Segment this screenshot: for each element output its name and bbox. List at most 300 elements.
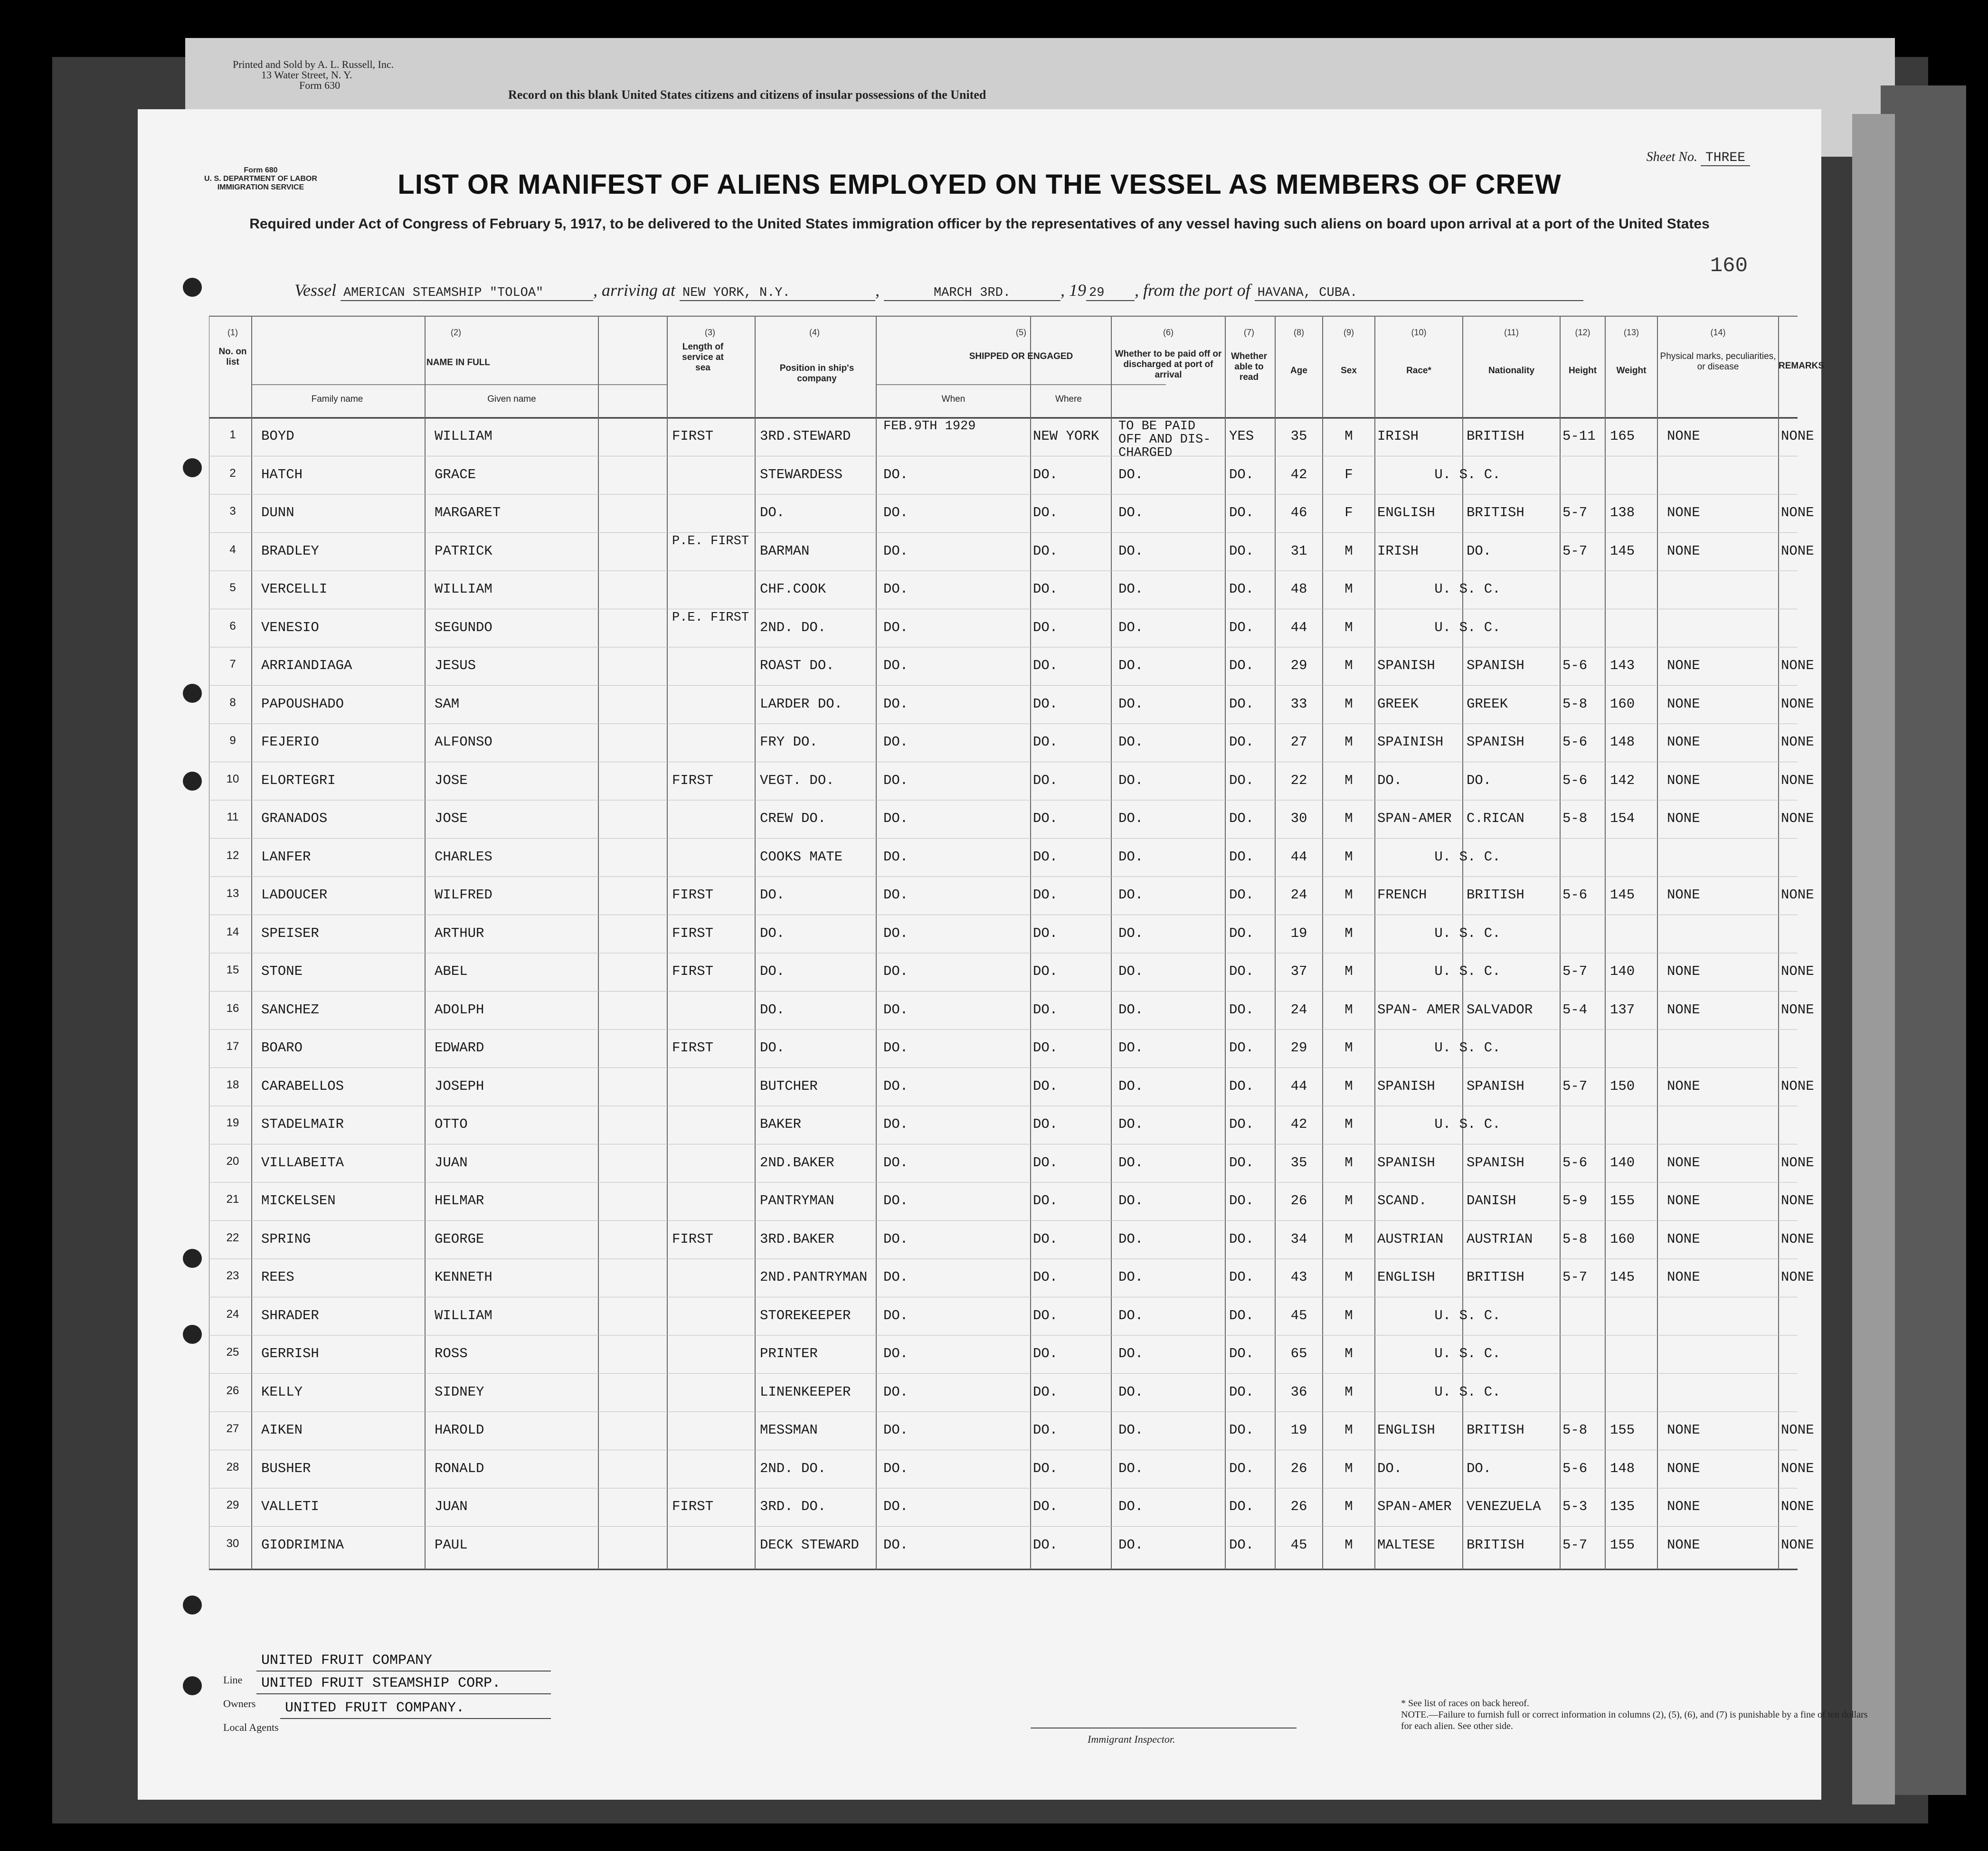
cell-read: DO. <box>1229 505 1254 520</box>
cell-paid: DO. <box>1118 1001 1144 1018</box>
cell-paid: DO. <box>1118 963 1144 979</box>
cell-nationality: DO. <box>1467 1460 1492 1476</box>
cell-where: DO. <box>1033 1384 1058 1400</box>
cell-weight: 155 <box>1610 1422 1635 1438</box>
cell-given: KENNETH <box>435 1269 492 1285</box>
cell-race: SPANISH <box>1377 1154 1435 1171</box>
cell-marks: NONE <box>1667 543 1700 559</box>
cell-nationality: DO. <box>1467 543 1492 559</box>
cell-no: 11 <box>227 811 239 823</box>
cell-family: FEJERIO <box>261 734 319 750</box>
cell-paid: DO. <box>1118 543 1144 559</box>
cell-position: DO. <box>760 925 785 941</box>
header-age: Age <box>1290 366 1307 376</box>
cell-weight: 145 <box>1610 1269 1635 1285</box>
cell-no: 5 <box>229 581 236 594</box>
cell-when: FEB.9TH 1929 <box>883 419 976 434</box>
cell-where: DO. <box>1033 925 1058 941</box>
column-number: (8) <box>1294 328 1304 337</box>
cell-height: 5-6 <box>1562 734 1588 750</box>
cell-when: DO. <box>883 1384 909 1400</box>
cell-position: 2ND.BAKER <box>760 1154 834 1171</box>
cell-age: 22 <box>1290 772 1307 788</box>
cell-family: GIODRIMINA <box>261 1537 344 1553</box>
cell-sex: M <box>1344 1001 1353 1018</box>
cell-marks: NONE <box>1667 734 1700 750</box>
cell-service: FIRST <box>672 1040 714 1056</box>
header-length-of-service: Length of service at sea <box>682 342 724 373</box>
header-family-name: Family name <box>311 394 363 404</box>
cell-race: IRISH <box>1377 543 1419 559</box>
cell-family: PAPOUSHADO <box>261 696 344 712</box>
cell-when: DO. <box>883 543 909 559</box>
cell-no: 14 <box>226 925 239 938</box>
cell-read: DO. <box>1229 1307 1254 1323</box>
vessel-name: AMERICAN STEAMSHIP "TOLOA" <box>341 286 593 301</box>
cell-marks: NONE <box>1667 1537 1700 1553</box>
cell-given: SAM <box>435 696 460 712</box>
cell-given: SEGUNDO <box>435 619 492 635</box>
cell-read: DO. <box>1229 772 1254 788</box>
cell-remarks: NONE <box>1781 1269 1814 1285</box>
cell-position: COOKS MATE <box>760 849 843 865</box>
cell-nationality: U. S. C. <box>1434 963 1501 979</box>
cell-read: DO. <box>1229 734 1254 750</box>
cell-read: DO. <box>1229 1001 1254 1018</box>
cell-nationality: U. S. C. <box>1434 1116 1501 1132</box>
inspector-label: Immigrant Inspector. <box>1088 1733 1175 1745</box>
cell-paid: DO. <box>1118 925 1144 941</box>
cell-given: HELMAR <box>435 1193 484 1209</box>
cell-where: DO. <box>1033 1078 1058 1094</box>
cell-family: SPEISER <box>261 925 319 941</box>
cell-given: ROSS <box>435 1346 468 1361</box>
cell-marks: NONE <box>1667 1460 1700 1476</box>
footer-notes <box>1401 1698 1876 1732</box>
cell-given: JOSE <box>435 772 468 788</box>
cell-family: KELLY <box>261 1384 303 1400</box>
cell-height: 5-7 <box>1562 1269 1588 1285</box>
cell-age: 35 <box>1290 428 1307 444</box>
cell-height: 5-7 <box>1562 543 1588 559</box>
cell-race: SPAN- AMER <box>1377 1001 1460 1018</box>
cell-position: CHF.COOK <box>760 581 826 597</box>
cell-service: FIRST <box>672 772 714 788</box>
cell-remarks: NONE <box>1781 658 1814 673</box>
cell-read: DO. <box>1229 658 1254 673</box>
cell-nationality: U. S. C. <box>1434 1307 1501 1323</box>
cell-age: 34 <box>1290 1231 1307 1247</box>
line-value: UNITED FRUIT COMPANY <box>261 1653 433 1669</box>
cell-family: SANCHEZ <box>261 1001 319 1018</box>
cell-sex: M <box>1344 887 1353 903</box>
cell-where: DO. <box>1033 619 1058 635</box>
cell-nationality: GREEK <box>1467 696 1508 712</box>
cell-sex: M <box>1344 1040 1353 1056</box>
crew-table <box>209 316 1825 1641</box>
cell-where: NEW YORK <box>1033 428 1099 444</box>
cell-when: DO. <box>883 1231 909 1247</box>
cell-when: DO. <box>883 619 909 635</box>
cell-sex: M <box>1344 1460 1353 1476</box>
binder-hole <box>183 1676 202 1695</box>
cell-sex: M <box>1344 1231 1353 1247</box>
cell-no: 2 <box>229 466 236 480</box>
cell-family: VENESIO <box>261 619 319 635</box>
cell-nationality: U. S. C. <box>1434 1346 1501 1361</box>
column-number: (2) <box>451 328 461 337</box>
cell-when: DO. <box>883 1307 909 1323</box>
cell-paid: DO. <box>1118 1040 1144 1056</box>
cell-read: DO. <box>1229 1422 1254 1438</box>
cell-read: DO. <box>1229 1537 1254 1553</box>
cell-given: ADOLPH <box>435 1001 484 1018</box>
cell-sex: M <box>1344 619 1353 635</box>
cell-marks: NONE <box>1667 696 1700 712</box>
cell-given: JUAN <box>435 1154 468 1171</box>
cell-race: AUSTRIAN <box>1377 1231 1444 1247</box>
cell-race: DO. <box>1377 1460 1402 1476</box>
column-number: (6) <box>1163 328 1174 337</box>
cell-no: 18 <box>226 1078 239 1091</box>
cell-when: DO. <box>883 734 909 750</box>
cell-paid: DO. <box>1118 1537 1144 1553</box>
cell-race: GREEK <box>1377 696 1419 712</box>
cell-when: DO. <box>883 505 909 520</box>
cell-position: DO. <box>760 1040 785 1056</box>
cell-no: 29 <box>226 1499 239 1511</box>
cell-marks: NONE <box>1667 1231 1700 1247</box>
cell-marks: NONE <box>1667 963 1700 979</box>
cell-nationality: BRITISH <box>1467 887 1524 903</box>
cell-given: HAROLD <box>435 1422 484 1438</box>
cell-given: ABEL <box>435 963 468 979</box>
cell-paid: DO. <box>1118 1154 1144 1171</box>
binder-hole <box>183 772 202 791</box>
cell-given: EDWARD <box>435 1040 484 1056</box>
cell-nationality: BRITISH <box>1467 1422 1524 1438</box>
column-number: (9) <box>1344 328 1354 337</box>
cell-weight: 150 <box>1610 1078 1635 1094</box>
cell-race: SCAND. <box>1377 1193 1427 1209</box>
cell-height: 5-7 <box>1562 963 1588 979</box>
cell-paid: DO. <box>1118 1269 1144 1285</box>
cell-age: 46 <box>1290 505 1307 520</box>
cell-read: DO. <box>1229 1116 1254 1132</box>
cell-height: 5-6 <box>1562 1460 1588 1476</box>
cell-sex: M <box>1344 1269 1353 1285</box>
cell-sex: M <box>1344 734 1353 750</box>
cell-when: DO. <box>883 1346 909 1361</box>
printer-address: 13 Water Street, N. Y. <box>261 69 352 81</box>
cell-when: DO. <box>883 1499 909 1514</box>
cell-read: DO. <box>1229 925 1254 941</box>
cell-where: DO. <box>1033 1499 1058 1514</box>
cell-weight: 148 <box>1610 1460 1635 1476</box>
arriving-label: , arriving at <box>593 281 675 300</box>
cell-given: WILLIAM <box>435 1307 492 1323</box>
header-sex: Sex <box>1341 366 1357 376</box>
header-height: Height <box>1568 366 1597 376</box>
owners-label: Owners <box>223 1698 256 1709</box>
cell-race: FRENCH <box>1377 887 1427 903</box>
column-number: (13) <box>1623 328 1639 337</box>
cell-when: DO. <box>883 925 909 941</box>
cell-age: 48 <box>1290 581 1307 597</box>
cell-where: DO. <box>1033 811 1058 826</box>
cell-given: CHARLES <box>435 849 492 865</box>
header-where: Where <box>1055 394 1082 404</box>
cell-where: DO. <box>1033 1346 1058 1361</box>
cell-family: STADELMAIR <box>261 1116 344 1132</box>
cell-position: DO. <box>760 505 785 520</box>
cell-weight: 154 <box>1610 811 1635 826</box>
cell-where: DO. <box>1033 1422 1058 1438</box>
cell-service: FIRST <box>672 428 714 444</box>
cell-family: ARRIANDIAGA <box>261 658 352 673</box>
cell-age: 24 <box>1290 1001 1307 1018</box>
cell-given: WILLIAM <box>435 581 492 597</box>
cell-given: GEORGE <box>435 1231 484 1247</box>
header-race: Race* <box>1406 366 1431 376</box>
cell-remarks: NONE <box>1781 696 1814 712</box>
sheet-number-label: Sheet No. <box>1646 150 1697 164</box>
cell-remarks: NONE <box>1781 772 1814 788</box>
cell-read: DO. <box>1229 1231 1254 1247</box>
cell-nationality: VENEZUELA <box>1467 1499 1541 1514</box>
service-name: IMMIGRATION SERVICE <box>217 183 304 191</box>
cell-paid: DO. <box>1118 811 1144 826</box>
page-subtitle: Required under Act of Congress of February 5, 1917, to be delivered to the United States immigration officer by the representatives of any vessel having such aliens on board upon arrival at a port of the United States <box>249 216 1710 232</box>
column-number: (12) <box>1575 328 1590 337</box>
agents-underline <box>280 1718 551 1719</box>
cell-given: JUAN <box>435 1499 468 1514</box>
cell-when: DO. <box>883 466 909 482</box>
cell-remarks: NONE <box>1781 1154 1814 1171</box>
column-number: (14) <box>1710 328 1726 337</box>
cell-when: DO. <box>883 1422 909 1438</box>
cell-sex: F <box>1344 505 1353 520</box>
cell-nationality: BRITISH <box>1467 1537 1524 1553</box>
header-given-name: Given name <box>487 394 536 404</box>
cell-family: BUSHER <box>261 1460 311 1476</box>
cell-when: DO. <box>883 811 909 826</box>
cell-no: 24 <box>226 1307 239 1321</box>
manifest-page <box>138 109 1868 1800</box>
header-able-to-read: Whether able to read <box>1231 351 1267 382</box>
cell-age: 44 <box>1290 619 1307 635</box>
cell-weight: 143 <box>1610 658 1635 673</box>
cell-where: DO. <box>1033 696 1058 712</box>
cell-position: 3RD. DO. <box>760 1499 826 1514</box>
cell-read: DO. <box>1229 1040 1254 1056</box>
cell-paid: DO. <box>1118 696 1144 712</box>
cell-read: DO. <box>1229 849 1254 865</box>
form-number: Form 680 <box>244 166 278 174</box>
cell-height: 5-3 <box>1562 1499 1588 1514</box>
cell-race: MALTESE <box>1377 1537 1435 1553</box>
cell-marks: NONE <box>1667 1422 1700 1438</box>
cell-weight: 155 <box>1610 1193 1635 1209</box>
cell-no: 21 <box>226 1193 239 1206</box>
column-number: (10) <box>1411 328 1427 337</box>
cell-family: REES <box>261 1269 294 1285</box>
cell-where: DO. <box>1033 1193 1058 1209</box>
cell-sex: M <box>1344 1078 1353 1094</box>
cell-when: DO. <box>883 1001 909 1018</box>
cell-weight: 135 <box>1610 1499 1635 1514</box>
cell-no: 4 <box>229 543 236 556</box>
previous-form-record-note: Record on this blank United States citizens and citizens of insular possessions of the United <box>508 88 986 102</box>
cell-read: DO. <box>1229 619 1254 635</box>
cell-when: DO. <box>883 658 909 673</box>
line-label: Line <box>223 1674 243 1686</box>
cell-marks: NONE <box>1667 1269 1700 1285</box>
cell-nationality: SALVADOR <box>1467 1001 1533 1018</box>
sheet-number <box>1647 150 1750 165</box>
cell-position: VEGT. DO. <box>760 772 834 788</box>
cell-family: SHRADER <box>261 1307 319 1323</box>
page-number: 160 <box>1710 254 1748 278</box>
cell-read: DO. <box>1229 1499 1254 1514</box>
cell-age: 42 <box>1290 1116 1307 1132</box>
cell-sex: M <box>1344 543 1353 559</box>
agents-value: UNITED FRUIT COMPANY. <box>285 1700 465 1716</box>
cell-remarks: NONE <box>1781 811 1814 826</box>
cell-no: 27 <box>226 1422 239 1435</box>
cell-paid: DO. <box>1118 1460 1144 1476</box>
cell-position: PANTRYMAN <box>760 1193 834 1209</box>
cell-no: 26 <box>226 1384 239 1397</box>
cell-height: 5-8 <box>1562 811 1588 826</box>
cell-position: MESSMAN <box>760 1422 818 1438</box>
cell-weight: 140 <box>1610 1154 1635 1171</box>
cell-nationality: BRITISH <box>1467 428 1524 444</box>
cell-where: DO. <box>1033 1269 1058 1285</box>
cell-paid: DO. <box>1118 887 1144 903</box>
header-position: Position in ship's company <box>779 363 854 384</box>
cell-sex: M <box>1344 581 1353 597</box>
cell-when: DO. <box>883 1537 909 1553</box>
cell-nationality: DO. <box>1467 772 1492 788</box>
cell-remarks: NONE <box>1781 1078 1814 1094</box>
cell-marks: NONE <box>1667 1078 1700 1094</box>
cell-paid: DO. <box>1118 1422 1144 1438</box>
cell-given: JESUS <box>435 658 476 673</box>
cell-marks: NONE <box>1667 1193 1700 1209</box>
cell-given: OTTO <box>435 1116 468 1132</box>
cell-where: DO. <box>1033 466 1058 482</box>
cell-nationality: C.RICAN <box>1467 811 1524 826</box>
cell-position: ROAST DO. <box>760 658 834 673</box>
cell-no: 22 <box>226 1231 239 1244</box>
cell-height: 5-6 <box>1562 887 1588 903</box>
agents-label: Local Agents <box>223 1721 279 1733</box>
cell-position: BAKER <box>760 1116 802 1132</box>
cell-height: 5-6 <box>1562 772 1588 788</box>
cell-sex: M <box>1344 849 1353 865</box>
penalty-note: NOTE.—Failure to furnish full or correct information in columns (2), (5), (6), and (7) is punishable by a fine of ten dollars for each alien. See other side. <box>1401 1709 1868 1731</box>
cell-marks: NONE <box>1667 1154 1700 1171</box>
cell-read: DO. <box>1229 1193 1254 1209</box>
cell-age: 29 <box>1290 1040 1307 1056</box>
cell-family: BOARO <box>261 1040 303 1056</box>
owners-underline <box>256 1693 551 1694</box>
cell-where: DO. <box>1033 1116 1058 1132</box>
cell-given: WILLIAM <box>435 428 492 444</box>
cell-race: SPANISH <box>1377 658 1435 673</box>
cell-when: DO. <box>883 1116 909 1132</box>
owners-value: UNITED FRUIT STEAMSHIP CORP. <box>261 1675 501 1691</box>
cell-sex: M <box>1344 1116 1353 1132</box>
cell-marks: NONE <box>1667 772 1700 788</box>
cell-service: FIRST <box>672 963 714 979</box>
cell-no: 25 <box>226 1346 239 1359</box>
cell-read: DO. <box>1229 1154 1254 1171</box>
manifest-footer <box>223 1653 1868 1785</box>
cell-no: 12 <box>226 849 239 862</box>
cell-age: 30 <box>1290 811 1307 826</box>
cell-given: ALFONSO <box>435 734 492 750</box>
cell-no: 1 <box>229 428 236 441</box>
background-sheet-edge <box>1852 114 1895 1804</box>
cell-sex: M <box>1344 1537 1353 1553</box>
cell-remarks: NONE <box>1781 1537 1814 1553</box>
column-number: (4) <box>809 328 820 337</box>
header-when: When <box>941 394 966 404</box>
cell-age: 24 <box>1290 887 1307 903</box>
cell-position: 3RD.BAKER <box>760 1231 834 1247</box>
page-title: LIST OR MANIFEST OF ALIENS EMPLOYED ON THE VESSEL AS MEMBERS OF CREW <box>398 169 1562 200</box>
cell-remarks: NONE <box>1781 428 1814 444</box>
cell-no: 28 <box>226 1460 239 1473</box>
column-number: (3) <box>705 328 715 337</box>
cell-height: 5-8 <box>1562 1231 1588 1247</box>
cell-nationality: DANISH <box>1467 1193 1516 1209</box>
cell-family: BOYD <box>261 428 294 444</box>
from-port-label: , from the port of <box>1135 281 1250 300</box>
binder-hole <box>183 458 202 477</box>
cell-marks: NONE <box>1667 658 1700 673</box>
cell-nationality: SPANISH <box>1467 1078 1524 1094</box>
cell-weight: 140 <box>1610 963 1635 979</box>
cell-sex: M <box>1344 1154 1353 1171</box>
cell-position: BARMAN <box>760 543 810 559</box>
cell-read: DO. <box>1229 581 1254 597</box>
cell-when: DO. <box>883 772 909 788</box>
cell-nationality: AUSTRIAN <box>1467 1231 1533 1247</box>
cell-position: STEWARDESS <box>760 466 843 482</box>
cell-given: JOSEPH <box>435 1078 484 1094</box>
cell-position: 2ND. DO. <box>760 619 826 635</box>
cell-position: PRINTER <box>760 1346 818 1361</box>
cell-where: DO. <box>1033 505 1058 520</box>
cell-sex: M <box>1344 1499 1353 1514</box>
cell-age: 26 <box>1290 1193 1307 1209</box>
cell-read: DO. <box>1229 811 1254 826</box>
cell-where: DO. <box>1033 1307 1058 1323</box>
cell-remarks: NONE <box>1781 1193 1814 1209</box>
cell-read: YES <box>1229 428 1254 444</box>
cell-age: 35 <box>1290 1154 1307 1171</box>
cell-age: 45 <box>1290 1537 1307 1553</box>
cell-position: 2ND. DO. <box>760 1460 826 1476</box>
cell-paid: DO. <box>1118 1346 1144 1361</box>
cell-where: DO. <box>1033 1537 1058 1553</box>
cell-family: GERRISH <box>261 1346 319 1361</box>
cell-read: DO. <box>1229 963 1254 979</box>
printer-name: Printed and Sold by A. L. Russell, Inc. <box>233 58 394 70</box>
